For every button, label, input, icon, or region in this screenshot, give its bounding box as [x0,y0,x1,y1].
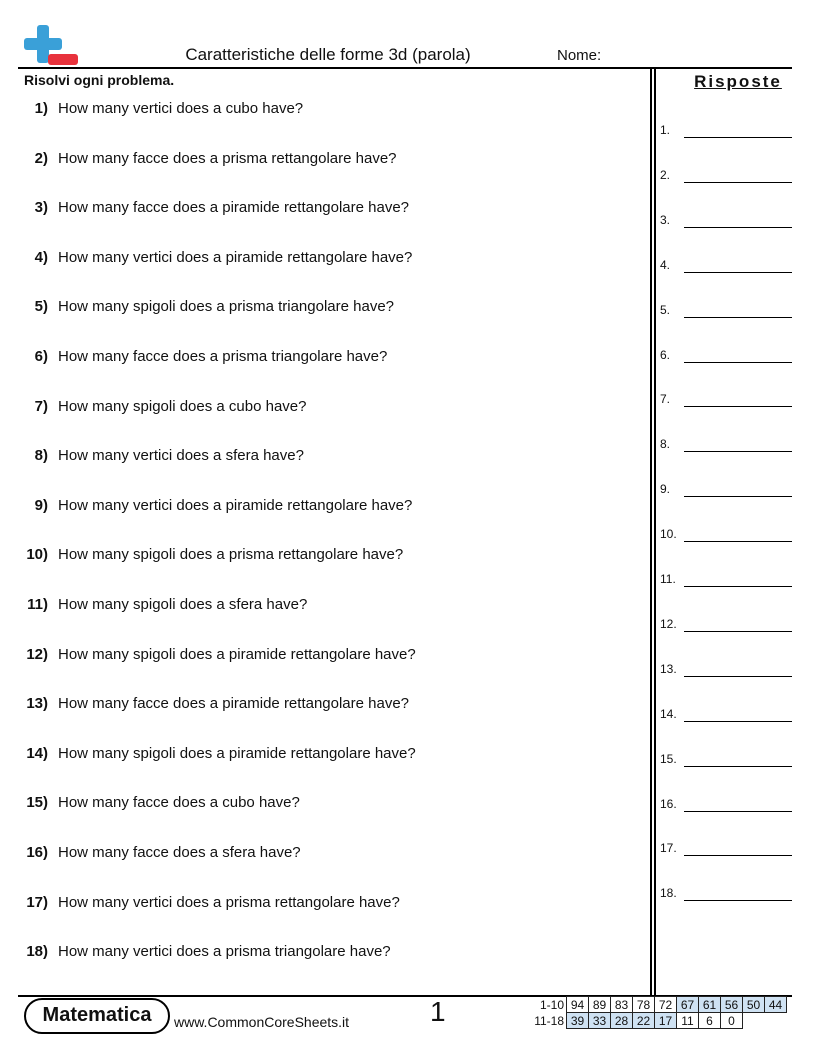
score-cell: 39 [567,1013,589,1029]
problem-number: 6) [34,348,48,365]
problem-text: How many spigoli does a sfera have? [58,596,308,613]
problem-number: 16) [26,844,48,861]
score-cell: 67 [677,997,699,1013]
answer-label: 7. [660,392,671,407]
problem-item [18,695,409,712]
score-cell: 0 [721,1013,743,1029]
answer-line [684,766,792,767]
answer-label: 2. [660,167,671,182]
answer-line [684,586,792,587]
score-cell: 6 [699,1013,721,1029]
problem-text: How many facce does a piramide rettangolare have? [58,695,410,713]
brand-badge: Matematica [24,998,170,1034]
problem-item [18,100,303,117]
answer-line [684,811,792,812]
problem-item [18,298,394,315]
score-cell: 89 [589,997,611,1013]
answer-field[interactable] [660,435,792,455]
score-cell: 72 [655,997,677,1013]
problem-item [18,546,403,563]
answer-field[interactable] [660,390,792,410]
answers-heading: Risposte [694,72,782,91]
problem-number: 10) [26,546,48,564]
answer-field[interactable] [660,480,792,500]
score-cell: 22 [633,1013,655,1029]
problem-number: 13) [26,695,48,713]
score-cell: 94 [567,997,589,1013]
problem-number: 5) [34,298,48,316]
answer-label: 14. [660,706,677,721]
name-label: Nome: [557,47,602,64]
score-cell: 44 [765,997,787,1013]
problem-text: How many spigoli does a piramide rettangolare have? [58,645,416,663]
score-cell: 50 [743,997,765,1013]
problem-text: How many spigoli does a cubo have? [58,397,307,415]
problem-text: How many vertici does a piramide rettangolare have? [58,496,413,514]
answer-line [684,406,792,407]
answer-field[interactable] [660,660,792,680]
problem-number: 15) [26,794,48,812]
problem-text: How many facce does a piramide rettangolare have? [58,199,410,217]
answer-field[interactable] [660,705,792,725]
problem-text: How many facce does a cubo have? [58,794,300,812]
score-cell: 33 [589,1013,611,1029]
problem-text: How many spigoli does a prisma rettangolare have? [58,546,404,564]
score-row-label: 11-18 [534,1013,564,1028]
problem-number: 9) [34,496,48,514]
answer-line [684,227,792,228]
answer-field[interactable] [660,166,792,186]
score-cell: 17 [655,1013,677,1029]
answer-label: 17. [660,841,677,856]
problem-text: How many facce does a sfera have? [58,844,301,861]
header-divider [18,67,792,69]
problem-item [18,844,301,861]
answer-line [684,182,792,183]
answer-line [684,496,792,497]
problem-text: How many vertici does a prisma triangolare have? [58,943,391,961]
score-cell-empty [743,1013,765,1029]
answer-line [684,362,792,363]
problem-text: How many spigoli does a piramide rettangolare have? [58,744,416,762]
answer-field[interactable] [660,884,792,904]
answer-field[interactable] [660,525,792,545]
answer-field[interactable] [660,570,792,590]
problem-number: 17) [26,893,48,911]
problem-text: How many facce does a prisma triangolare have? [58,348,388,365]
score-cell: 78 [633,997,655,1013]
answer-label: 16. [660,796,677,811]
problem-item [18,646,416,663]
answer-label: 15. [660,751,677,766]
problem-item [18,199,409,216]
answer-field[interactable] [660,121,792,141]
answer-label: 9. [660,482,671,497]
answer-line [684,451,792,452]
answer-line [684,676,792,677]
problem-item [18,943,391,960]
page-number: 1 [430,996,446,1027]
answer-line [684,137,792,138]
answer-field[interactable] [660,256,792,276]
answer-line [684,855,792,856]
answer-line [684,272,792,273]
problem-text: How many facce does a prisma rettangolare have? [58,149,397,167]
problem-text: How many vertici does a sfera have? [58,447,304,465]
answer-line [684,631,792,632]
answer-line [684,900,792,901]
answer-line [684,721,792,722]
problem-item [18,794,300,811]
answer-label: 5. [660,302,671,317]
answer-label: 8. [660,437,671,452]
answer-field[interactable] [660,795,792,815]
page-title: Caratteristiche delle forme 3d (parola) [185,45,471,64]
score-cell: 56 [721,997,743,1013]
answer-field[interactable] [660,346,792,366]
problem-item [18,249,412,266]
score-cell: 83 [611,997,633,1013]
problem-text: How many vertici does a cubo have? [58,100,304,117]
instructions: Risolvi ogni problema. [24,72,175,88]
answer-field[interactable] [660,211,792,231]
answer-field[interactable] [660,750,792,770]
problem-text: How many vertici does a prisma rettangolare have? [58,893,400,911]
score-table [528,996,787,1029]
score-row-label: 1-10 [539,997,564,1012]
problem-number: 7) [34,397,48,415]
score-cell: 11 [677,1013,699,1029]
problem-text: How many spigoli does a prisma triangolare have? [58,298,395,316]
answer-label: 10. [660,527,677,542]
problem-item [18,745,416,762]
answer-label: 3. [660,212,671,227]
score-cell: 28 [611,1013,633,1029]
answer-label: 11. [660,572,676,586]
problem-number: 8) [34,447,48,465]
answer-label: 18. [660,886,677,901]
score-row [528,1013,787,1029]
problem-item [18,596,307,613]
score-cell: 61 [699,997,721,1013]
answer-line [684,541,792,542]
answer-line [684,317,792,318]
problem-number: 18) [26,943,48,961]
problem-number: 4) [34,248,48,266]
score-row [528,997,787,1013]
answer-label: 4. [660,257,671,272]
site-url: www.CommonCoreSheets.it [174,1014,350,1030]
answer-field[interactable] [660,301,792,321]
problem-item [18,398,306,415]
problem-item [18,447,304,464]
answer-label: 6. [660,347,671,362]
answer-label: 13. [660,661,677,676]
answer-column-divider [650,67,652,995]
score-cell-empty [765,1013,787,1029]
problem-number: 2) [34,149,48,167]
problem-number: 1) [34,100,48,117]
answer-column-divider-inner [654,67,656,995]
answer-field[interactable] [660,615,792,635]
problem-number: 3) [34,199,48,217]
problem-number: 14) [26,744,48,762]
problem-item [18,150,397,167]
answer-field[interactable] [660,839,792,859]
problem-number: 12) [26,645,48,663]
problem-item [18,348,387,365]
answer-label: 12. [660,616,677,631]
answer-label: 1. [660,123,671,137]
problem-item [18,497,412,514]
problem-number: 11) [27,596,48,613]
problem-item [18,894,400,911]
problem-text: How many vertici does a piramide rettangolare have? [58,248,413,266]
